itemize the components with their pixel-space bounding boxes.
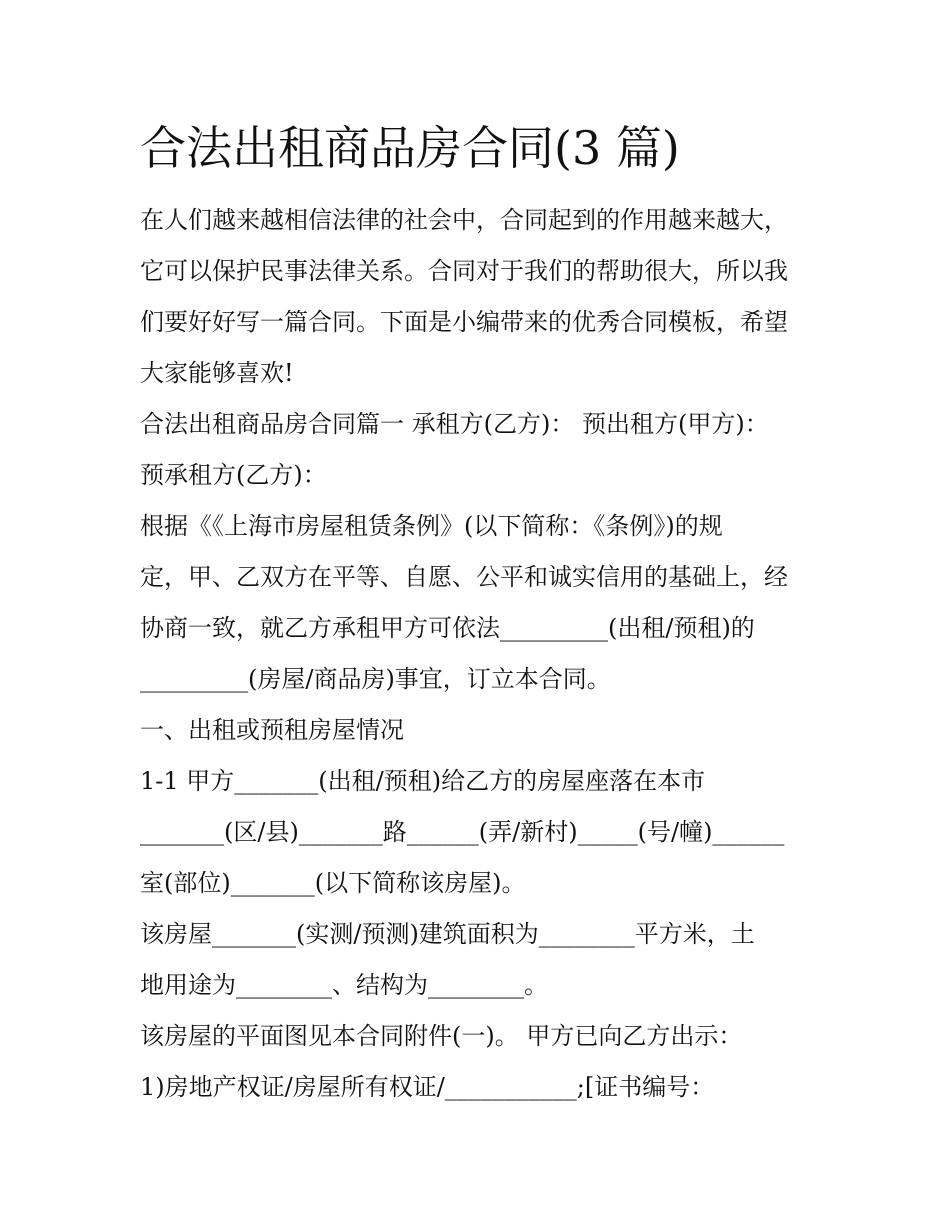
body-line-6: 预承租方(乙方)： — [140, 461, 327, 489]
body-line-15: 该房屋_______(实测/预测)建筑面积为________平方米，土 — [140, 920, 755, 948]
body-line-18: 1)房地产权证/房屋所有权证/___________;[证书编号： — [140, 1073, 715, 1101]
body-line-17: 该房屋的平面图见本合同附件(一)。 甲方已向乙方出示： — [140, 1022, 743, 1050]
body-line-8: 定，甲、乙双方在平等、自愿、公平和诚实信用的基础上，经 — [140, 563, 788, 591]
body-line-3: 们要好好写一篇合同。下面是小编带来的优秀合同模板，希望 — [140, 308, 788, 336]
body-line-13: _______(区/县)_______路______(弄/新村)_____(号/幢)______ — [140, 818, 785, 846]
body-line-7: 根据《《上海市房屋租赁条例》(以下简称：《条例》)的规 — [140, 512, 723, 540]
body-line-9: 协商一致，就乙方承租甲方可依法_________(出租/预租)的 — [140, 614, 755, 642]
body-line-4: 大家能够喜欢! — [140, 359, 294, 387]
body-line-5: 合法出租商品房合同篇一 承租方(乙方)： 预出租方(甲方)： — [140, 410, 769, 438]
body-line-14: 室(部位)_______(以下简称该房屋)。 — [140, 869, 526, 897]
body-line-12: 1-1 甲方_______(出租/预租)给乙方的房屋座落在本市 — [140, 767, 706, 795]
body-line-10: _________(房屋/商品房)事宜，订立本合同。 — [140, 665, 611, 693]
body-line-2: 它可以保护民事法律关系。合同对于我们的帮助很大，所以我 — [140, 257, 788, 285]
section-heading-1: 一、出租或预租房屋情况 — [140, 716, 404, 744]
document-title: 合法出租商品房合同(3 篇) — [140, 121, 680, 175]
body-line-16: 地用途为________、结构为________。 — [140, 971, 548, 999]
body-line-1: 在人们越来越相信法律的社会中，合同起到的作用越来越大， — [140, 206, 788, 234]
